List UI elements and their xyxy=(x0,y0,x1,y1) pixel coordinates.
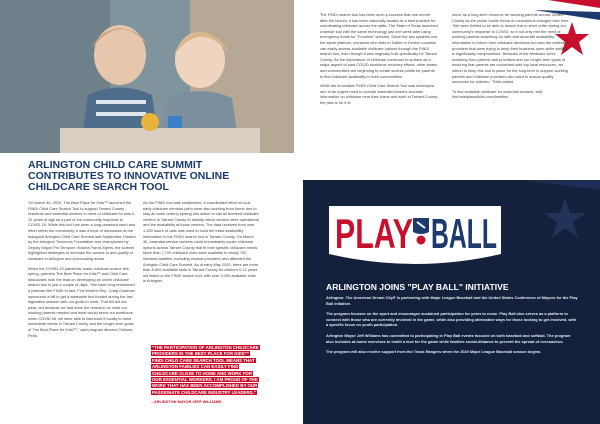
children-photo xyxy=(0,0,294,153)
svg-text:PLAY: PLAY xyxy=(335,210,413,257)
paragraph: As the FIND! tool was established, a coordinated effort of local early childcare mentors (who were also working from home due to stay at home orders) sprang into action to call all licensed childcare centers in Tarrant County to identify which centers were operational and the availability at those centers. The data received from over 1,200 hours of calls was used to build the initial availability information in the FIND! search tool in Tarrant County. On March 30, essential service workers could immediately locate childcare options across Tarrant County that fit their specific childcare needs. More than 7,700 childcare slots were available in nearly 700 licensed facilities, including several providers who attended the Arlington Child Care Summit. As of early May 2020, there are more than 8,600 available slots in Tarrant County for children 0-12 years old listed on the FIND! search tool, with over 3,000 available slots in Arlington. xyxy=(143,200,259,284)
panel-star-graphic xyxy=(490,180,600,260)
paragraph: While the innovative FIND! Child Care Search Tool was developed due to an urgent need to provide essential workers accurate information on childcare near their home and work in Tarrant County, the plan is for it to xyxy=(320,83,438,105)
paragraph: The program will also receive support from the Texas Rangers when the 2020 Major League Baseball season begins. xyxy=(326,349,542,355)
svg-text:BALL: BALL xyxy=(431,210,497,257)
paragraph: On March 30, 2020, The Best Place for Kids™ launched the FIND! Child Care Search Tool to support Tarrant County residents and essential workers in need of childcare for kids 0-12 years of age as a part of the community response to COVID-19. While this tool has been a long-dreamed need and effort within the community, it was a topic of discussion at the inaugural Arlington Child Care Summit last September. Hosted by the Arlington Tomorrow Foundation and championed by Deputy Mayor Pro Tempore Victoria Farrar-Myers, the summit highlighted strategies to increase the access to and quality of childcare in Arlington and surrounding areas. xyxy=(28,200,136,261)
section-title: ARLINGTON JOINS "PLAY BALL" INITIATIVE xyxy=(326,282,509,292)
children-illustration xyxy=(0,0,294,153)
pull-quote-attribution: – ARLINGTON MAYOR JEFF WILLIAMS xyxy=(151,400,222,405)
article-column-3 xyxy=(320,12,438,110)
play-ball-logo xyxy=(325,200,505,272)
paragraph: The program focuses on the sport and encourages sustained participation for years to come. Play Ball also serves as a platform to connect with those who are currently involved in the game, while also providing alternative ways for those looking to get involved, with a specific focus on youth participation. xyxy=(326,311,577,328)
section-body xyxy=(326,295,578,360)
article-column-4 xyxy=(452,12,570,104)
paragraph: Arlington: The American Dream City® is partnering with Major League Baseball and the United States Conference of Mayors for the Play Ball initiative. xyxy=(326,295,578,306)
pull-quote xyxy=(151,345,259,406)
paragraph: serve as a long-term resource for working parents across Tarrant County as the public health threat of coronavirus changes over time. "We were thrilled to be able to launch this in short order during our community's response to COVID, so it not only met the need of working parents searching for safe and accurate availability information to inform their childcare decisions but also the childcare providers that were trying to keep their business open while staffing is significantly compromised. Because of the feedback we're receiving from parents and providers and our longer-term goals of ensuring that parents are connected with top local resources, we intend to keep this tool in place for the long-term to support working parents and childcare providers who want to ensure quality outcomes for children," Pella added. xyxy=(452,12,570,85)
paragraph: When the COVID-19 pandemic made childcare scarce this spring, partners The Best Place for Kids™ and Child Care Associates took the lead on developing an online childcare search tool in just a couple of days. "We have long envisioned a platform like FIND! In fact, Fort Worth's Rep. Craig Goldman sponsored a bill to get a statewide tool funded during the last legislative session with our goals in mind. That bill did not pass, but because we had done the research on what our working parents needed and what would serve our workforce, when COVID hit, we were able to fast-track it locally to meet immediate needs in Tarrant County and the longer-term goals of The Best Place for Kids™," said program director Chelsea Pella. xyxy=(28,265,135,338)
paragraph: The FIND! search tool has been such a success that one month after the launch, it has been nationally lauded as a best practice for coordinating childcare across the state. The State of Texas launched a similar tool with the same technology just one week later using emergency funds for "Frontline" workers. Since the two systems use the same platform, someone who lives in Dallas or Denton counties can easily access available childcare options through the FIND! search tool, even though it was originally built specifically for Tarrant County. As the importance of childcare continues to surface as a major aspect of post-COVID workforce recovery efforts, other states and communities are beginning to create access points for parents to find childcare availability in their communities. xyxy=(320,12,438,79)
play-ball-logo-graphic xyxy=(325,200,505,272)
article-title: ARLINGTON CHILD CARE SUMMIT CONTRIBUTES TO INNOVATIVE ONLINE CHILDCARE SEARCH TOOL xyxy=(28,159,230,193)
paragraph: Arlington Mayor Jeff Williams has committed to participating in Play Ball events focused on both baseball and softball. The program also includes at-home exercises to instill a love for the game while families social-distance to prevent the spread of coronavirus. xyxy=(326,332,571,344)
article-column-2 xyxy=(143,200,259,288)
pull-quote-text: "THE PARTICIPATION OF ARLINGTON CHILDCARE PROVIDERS IN THE BEST PLACE FOR KIDS™ FIND! CHILD CARE SEARCH TOOL MEANS THAT ARLINGTON FAMILIES CAN EASILY FIND CHILDCARE CLOSE TO HOME AND WORK FOR OUR ESSENTIAL WORKERS. I AM PROUD OF THE WORK THAT HAS BEEN ACCOMPLISHED BY OUR PASSIONATE CHILDCARE INDUSTRY LEADERS." xyxy=(152,345,259,395)
article-column-1 xyxy=(28,200,136,342)
paragraph: To find available childcare for essential workers, visit: find.bestplace4kids.com/families. xyxy=(452,88,544,100)
